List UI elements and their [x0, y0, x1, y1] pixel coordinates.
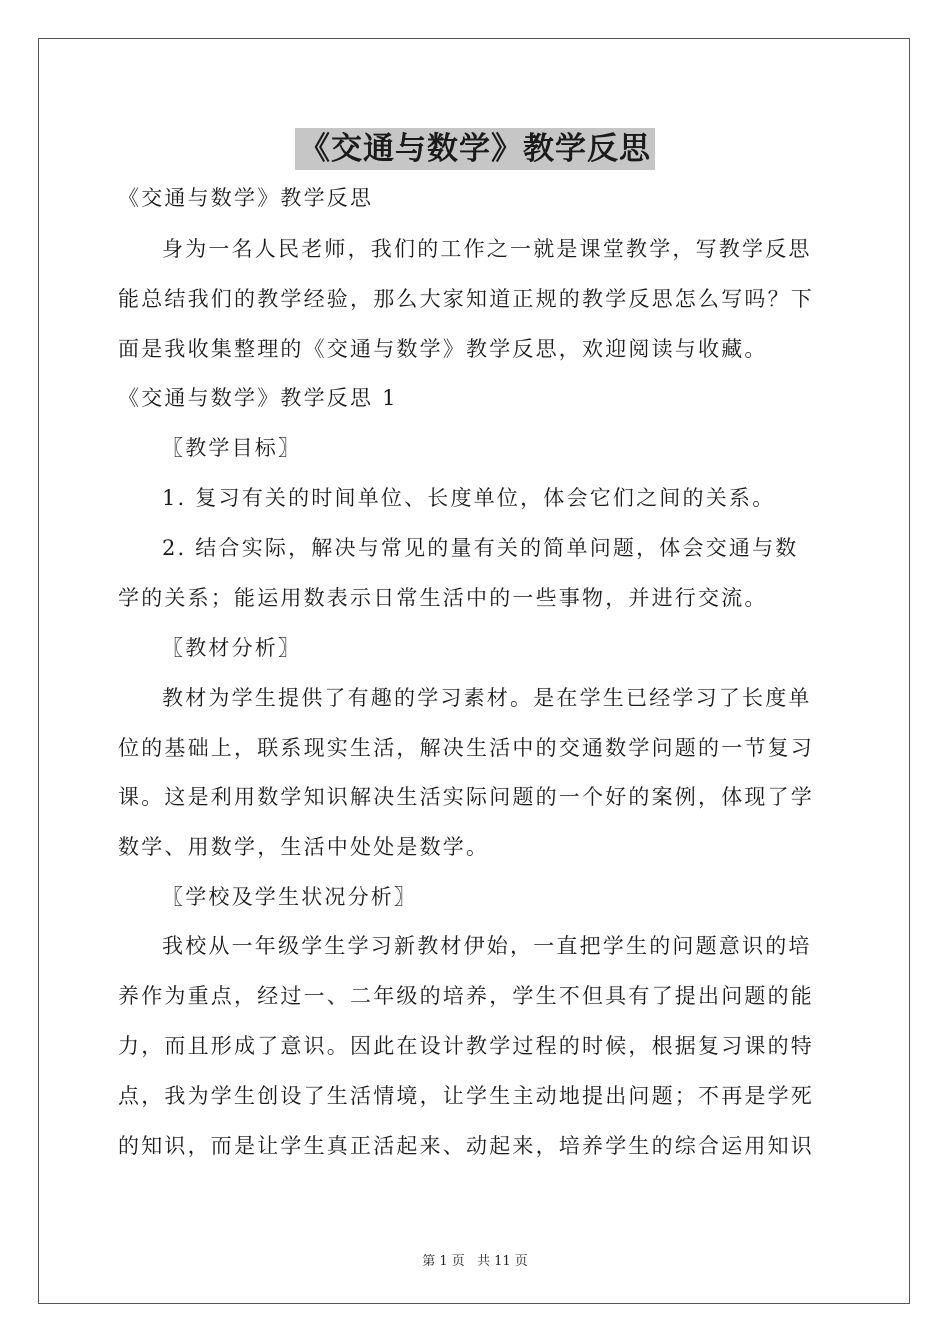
section-label: 〖学校及学生状况分析〗	[162, 885, 418, 909]
paragraph-line: 我校从一年级学生学习新教材伊始，一直把学生的问题意识的培	[162, 934, 812, 958]
paragraph-line: 面是我收集整理的《交通与数学》教学反思，欢迎阅读与收藏。	[118, 337, 768, 361]
paragraph-line: 位的基础上，联系现实生活，解决生活中的交通数学问题的一节复习	[118, 736, 814, 760]
section-label: 〖教材分析〗	[162, 636, 302, 660]
subtitle-line: 《交通与数学》教学反思	[118, 186, 374, 210]
paragraph-line: 的知识，而是让学生真正活起来、动起来，培养学生的综合运用知识	[118, 1134, 814, 1158]
paragraph-line: 1. 复习有关的时间单位、长度单位，体会它们之间的关系。	[162, 486, 776, 510]
section-heading: 《交通与数学》教学反思 1	[118, 386, 398, 410]
document-title: 《交通与数学》教学反思	[295, 128, 655, 170]
paragraph-line: 课。这是利用数学知识解决生活实际问题的一个好的案例，体现了学	[118, 785, 814, 809]
paragraph-line: 力，而且形成了意识。因此在设计教学过程的时候，根据复习课的特	[118, 1034, 814, 1058]
paragraph-line: 教材为学生提供了有趣的学习素材。是在学生已经学习了长度单	[162, 686, 812, 710]
paragraph-line: 数学、用数学，生活中处处是数学。	[118, 835, 490, 859]
paragraph-line: 点，我为学生创设了生活情境，让学生主动地提出问题；不再是学死	[118, 1084, 814, 1108]
title-container	[0, 128, 950, 170]
paragraph-line: 学的关系；能运用数表示日常生活中的一些事物，并进行交流。	[118, 586, 768, 610]
paragraph-line: 能总结我们的教学经验，那么大家知道正规的教学反思怎么写吗？下	[118, 287, 814, 311]
page-number: 第 1 页	[422, 1254, 465, 1269]
page-footer	[0, 1250, 950, 1269]
paragraph-line: 养作为重点，经过一、二年级的培养，学生不但具有了提出问题的能	[118, 984, 814, 1008]
section-label: 〖教学目标〗	[162, 436, 302, 460]
paragraph-line: 身为一名人民老师，我们的工作之一就是课堂教学，写教学反思	[162, 237, 812, 261]
page-total: 共 11 页	[476, 1254, 528, 1269]
page-border	[38, 38, 910, 1304]
paragraph-line: 2. 结合实际，解决与常见的量有关的简单问题，体会交通与数	[162, 536, 799, 560]
